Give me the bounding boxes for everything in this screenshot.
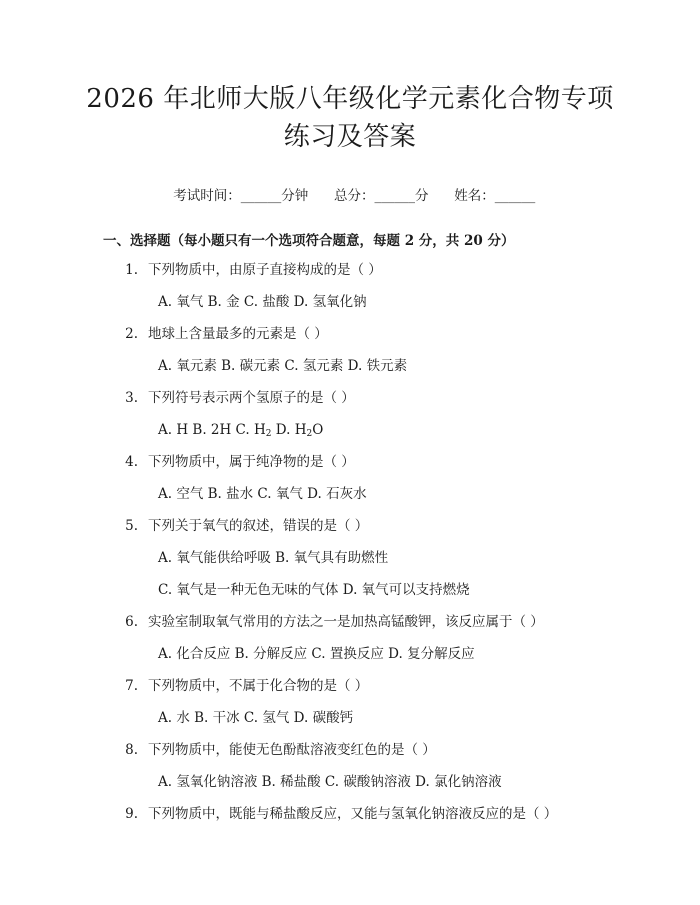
question-text: 地球上含量最多的元素是（ ） [148, 326, 328, 342]
question-text: 下列物质中，由原子直接构成的是（ ） [148, 262, 382, 278]
total-score-label: 总分：______分 [334, 188, 429, 204]
question-number: 2. [125, 326, 138, 342]
question-text: 下列物质中，能使无色酚酞溶液变红色的是（ ） [148, 742, 436, 758]
question-2-options: A. 氧元素 B. 碳元素 C. 氢元素 D. 铁元素 [158, 358, 408, 374]
page-title-line-1: 2026 年北师大版八年级化学元素化合物专项 [86, 84, 614, 114]
page-title-line-2: 练习及答案 [283, 122, 417, 152]
question-6-options: A. 化合反应 B. 分解反应 C. 置换反应 D. 复分解反应 [158, 646, 475, 662]
question-1-options: A. 氧气 B. 金 C. 盐酸 D. 氢氧化钠 [158, 294, 367, 310]
question-7-options: A. 水 B. 干冰 C. 氢气 D. 碳酸钙 [158, 710, 354, 726]
question-2 [118, 325, 618, 343]
question-number: 7. [125, 678, 138, 694]
question-5-options-line-1: A. 氧气能供给呼吸 B. 氧气具有助燃性 [158, 550, 389, 566]
exam-meta [0, 169, 700, 205]
question-text: 下列物质中，属于纯净物的是（ ） [148, 454, 355, 470]
question-number: 3. [125, 390, 138, 406]
question-text: 下列符号表示两个氢原子的是（ ） [148, 390, 355, 406]
question-6 [118, 613, 618, 631]
question-8 [118, 741, 618, 759]
question-text: 实验室制取氧气常用的方法之一是加热高锰酸钾，该反应属于（ ） [148, 614, 544, 630]
question-text: 下列物质中，不属于化合物的是（ ） [148, 678, 369, 694]
question-number: 9. [125, 806, 138, 822]
question-9 [118, 805, 618, 823]
section-heading-choice: 一、选择题（每小题只有一个选项符合题意，每题 2 分，共 20 分） [103, 233, 515, 249]
question-number: 8. [125, 742, 138, 758]
question-3-options: A. H B. 2H C. $H_2$ D. $H_2O$ [158, 422, 324, 439]
question-5 [118, 517, 618, 535]
question-text: 下列关于氧气的叙述，错误的是（ ） [148, 518, 369, 534]
question-number: 5. [125, 518, 138, 534]
question-number: 6. [125, 614, 138, 630]
question-4-options: A. 空气 B. 盐水 C. 氧气 D. 石灰水 [158, 486, 367, 502]
exam-time-label: 考试时间：______分钟 [173, 188, 309, 204]
question-number: 1. [125, 262, 138, 278]
question-4 [118, 453, 618, 471]
question-5-options-line-2: C. 氧气是一种无色无味的气体 D. 氧气可以支持燃烧 [158, 582, 470, 598]
question-8-options: A. 氢氧化钠溶液 B. 稀盐酸 C. 碳酸钠溶液 D. 氯化钠溶液 [158, 774, 502, 790]
name-label: 姓名：______ [454, 188, 536, 204]
question-1 [118, 261, 618, 279]
question-text: 下列物质中，既能与稀盐酸反应，又能与氢氧化钠溶液反应的是（ ） [148, 806, 558, 822]
question-number: 4. [125, 454, 138, 470]
question-3 [118, 389, 618, 407]
question-7 [118, 677, 618, 695]
